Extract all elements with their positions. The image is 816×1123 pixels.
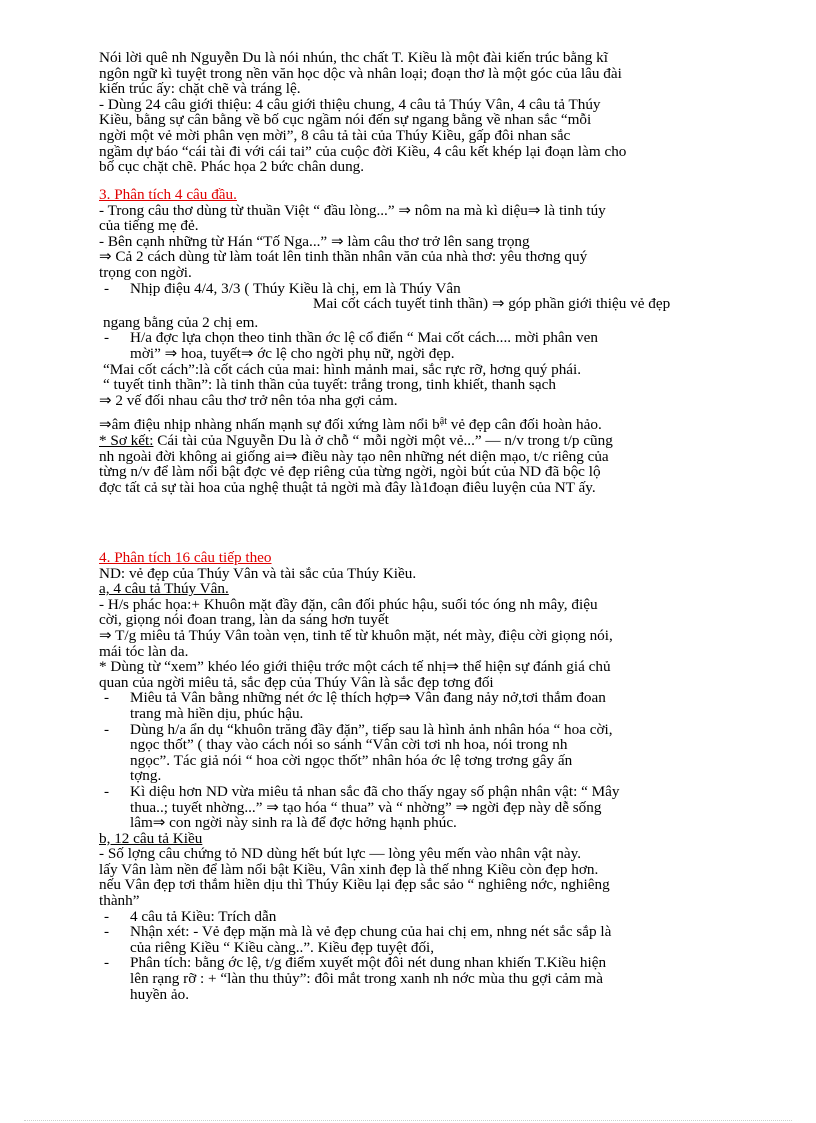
page-bottom-divider — [24, 1120, 792, 1121]
arrow-icon: ⇒ — [398, 688, 411, 707]
text-line: ngọc thốt” ( thay vào cách nói so sánh “Vân cời tơi nh hoa, nói trong nh — [130, 736, 568, 754]
text-line: ngời một vẻ mời phân vẹn mời”, 8 câu tả tài của Thúy Kiều, gấp đôi nhan sắc — [99, 126, 571, 144]
dash-bullet: - — [104, 279, 110, 297]
text-line: - Bên cạnh những từ Hán “Tố Nga...” ⇒ làm câu thơ trở lên sang trọng — [99, 231, 530, 250]
list-item: - Nhận xét: - Vẻ đẹp mặn mà là vẻ đẹp chung của hai chị em, nhng nét sắc sắp là — [104, 923, 612, 941]
text-line: * Sơ kết: Cái tài của Nguyễn Du là ở chỗ “ mỗi ngời một vẻ...” — n/v trong t/p cũng — [99, 431, 613, 449]
list-item: - Kì diệu hơn ND vừa miêu tả nhan sắc đã cho thấy ngay số phận nhân vật: “ Mây — [104, 782, 620, 800]
arrow-icon: ⇒ — [330, 231, 344, 250]
text-line: - Trong câu thơ dùng từ thuần Việt “ đầu lòng...” ⇒ nôm na mà kì diệu⇒ là tinh túy — [99, 200, 606, 219]
arrow-icon: ⇒ — [152, 813, 166, 832]
text-line: mời” ⇒ hoa, tuyết⇒ ớc lệ cho ngời phụ nữ, ngời đẹp. — [130, 343, 455, 362]
text-line: * Dùng từ “xem” khéo léo giới thiệu trớc một cách tế nhị⇒ thể hiện sự đánh giá chủ — [99, 657, 611, 676]
text-line: ngôn ngữ kì tuyệt trong nền văn học dộc và nhân loại; đoạn thơ là một góc của lâu đài — [99, 64, 622, 82]
list-item: - Dùng h/a ẩn dụ “khuôn trăng đầy đặn”, tiếp sau là hình ảnh nhân hóa “ hoa cời, — [104, 720, 613, 738]
text-line: - H/s phác họa:+ Khuôn mặt đầy đặn, cân đối phúc hậu, suối tóc óng nh mây, điệu — [99, 595, 598, 613]
text-line: “ tuyết tinh thần”: là tinh thần của tuyết: trắng trong, tinh khiết, thanh sạch — [103, 376, 556, 394]
dash-bullet: - — [104, 689, 110, 707]
text-line: lâm⇒ con ngời này sinh ra là để đợc hởng hạnh phúc. — [130, 813, 457, 832]
list-item: - Nhịp điệu 4/4, 3/3 ( Thúy Kiều là chị, em là Thúy Vân — [104, 279, 461, 297]
arrow-icon: ⇒ — [99, 247, 112, 266]
section-heading: 3. Phân tích 4 câu đầu. — [99, 186, 237, 203]
text-line: thành” — [99, 892, 140, 910]
section-heading: 4. Phân tích 16 câu tiếp theo — [99, 549, 272, 566]
arrow-icon: ⇒ — [99, 625, 112, 644]
list-item: - Miêu tả Vân bằng những nét ớc lệ thích hợp⇒ Vân đang nảy nở,tơi thắm đoan — [104, 688, 606, 707]
text-line: nếu Vân đẹp tơi thắm hiền dịu thì Thúy Kiều lại đẹp sắc sảo “ nghiêng nớc, nghiêng — [99, 876, 610, 894]
arrow-icon: ⇒ — [446, 657, 459, 676]
arrow-icon: ⇒ — [527, 200, 541, 219]
text-line: trang mà hiền dịu, phúc hậu. — [130, 704, 304, 722]
arrow-icon: ⇒ — [266, 797, 279, 816]
text-line: - Dùng 24 câu giới thiệu: 4 câu giới thiệu chung, 4 câu tả Thúy Vân, 4 câu tả Thúy — [99, 95, 601, 113]
arrow-icon: ⇒ — [491, 294, 505, 313]
subheading: b, 12 câu tả Kiều — [99, 829, 203, 847]
section-first-four-lines — [99, 187, 767, 495]
arrow-icon: ⇒ — [99, 390, 112, 409]
text-line: ⇒ 2 vế đối nhau câu thơ trở nên tỏa nha gợi cảm. — [99, 390, 398, 409]
arrow-icon: ⇒ — [398, 200, 411, 219]
dash-bullet: - — [104, 720, 110, 738]
text-line: từng n/v để làm nổi bật đợc vẻ đẹp riêng của từng ngời, ngòi bút của ND đã bộc lộ — [99, 463, 601, 481]
list-item: - H/a đợc lựa chọn theo tinh thần ớc lệ cổ điển “ Mai cốt cách.... mời phân ven — [104, 329, 598, 347]
text-line: nh ngoài đời không ai giống ai⇒ điều này tạo nên những nét diện mạo, t/c riêng của — [99, 446, 609, 465]
text-line: ngọc”. Tác giả nói “ hoa cời ngọc thốt” nhân hóa ớc lệ tơng trơng gây ấn — [130, 751, 573, 769]
text-line: mái tóc làn da. — [99, 642, 189, 660]
text-line: ngang bằng của 2 chị em. — [103, 313, 259, 331]
arrow-icon: ⇒ — [285, 446, 298, 465]
dash-bullet: - — [104, 782, 110, 800]
text-line: tợng. — [130, 767, 162, 785]
text-line: ⇒ Cả 2 cách dùng từ làm toát lên tinh thần nhân văn của nhà thơ: yêu thơng quý — [99, 247, 588, 266]
summary-label: * Sơ kết: — [99, 431, 154, 449]
arrow-icon: ⇒ — [99, 415, 112, 434]
intro-paragraphs — [99, 50, 767, 175]
text-line: thua..; tuyết nhờng...” ⇒ tạo hóa “ thua” và “ nhờng” ⇒ ngời đẹp này dễ sống — [130, 797, 602, 816]
text-line: lấy Vân làm nền để làm nổi bật Kiều, Vân xinh đẹp là thế nhng Kiều còn đẹp hơn. — [99, 860, 599, 878]
arrow-icon: ⇒ — [240, 343, 254, 362]
dash-bullet: - — [104, 329, 110, 347]
text-line: ngầm dự báo “cái tài đi với cái tai” của cuộc đời Kiều, 4 câu kết khép lại đoạn làm cho — [99, 142, 627, 160]
subheading: a, 4 câu tả Thúy Vân. — [99, 580, 229, 598]
dash-bullet: - — [104, 907, 110, 925]
arrow-icon: ⇒ — [164, 343, 178, 362]
text-line: bố cục chặt chẽ. Phác họa 2 bức chân dung. — [99, 158, 365, 176]
text-line: của riêng Kiều “ Kiều càng..”. Kiều đẹp tuyệt đối, — [130, 938, 435, 956]
text-line: Nói lời quê nh Nguyễn Du là nói nhún, thc chất T. Kiều là một đài kiến trúc bằng kĩ — [99, 49, 608, 66]
text-line: đợc tất cả sự tài hoa của nghệ thuật tả ngời mà đây là1đoạn điêu luyện của NT ấy. — [99, 478, 596, 496]
text-line: - Số lợng câu chứng tỏ ND dùng hết bút lực — lòng yêu mến vào nhân vật này. — [99, 845, 581, 863]
text-line: Mai cốt cách tuyết tinh thần) ⇒ góp phần giới thiệu vẻ đẹp — [313, 294, 671, 313]
text-line: trọng con ngời. — [99, 263, 192, 281]
text-line: ⇒ T/g miêu tả Thúy Vân toàn vẹn, tinh tế từ khuôn mặt, nét mày, điệu cời giọng nói, — [99, 625, 613, 644]
text-line: quan của ngời miêu tả, sắc đẹp của Thúy Vân là sắc đẹp tơng đối — [99, 673, 494, 691]
dash-bullet: - — [104, 954, 110, 972]
text-line: lên rạng rỡ : + “làn thu thủy”: đôi mắt trong xanh nh nớc mùa thu gợi cảm mà — [130, 970, 603, 988]
text-line: ⇒âm điệu nhịp nhàng nhấn mạnh sự đối xứng làm nổi $b^{ật}$ vẻ đẹp cân đối hoàn hảo. — [99, 415, 602, 434]
text-line: kiến trúc ấy: chặt chẽ và tráng lệ. — [99, 80, 301, 98]
text-line: của tiếng mẹ đẻ. — [99, 217, 199, 235]
text-line: “Mai cốt cách”:là cốt cách của mai: hình mảnh mai, sắc rực rỡ, hơng quý phái. — [103, 360, 582, 378]
section-next-sixteen-lines — [99, 550, 767, 1002]
dash-bullet: - — [104, 923, 110, 941]
list-item: - 4 câu tả Kiều: Trích dẫn — [104, 907, 277, 925]
arrow-icon: ⇒ — [455, 797, 469, 816]
text-line: huyền ảo. — [130, 985, 190, 1003]
list-item: - Phân tích: bằng ớc lệ, t/g điểm xuyết một đôi nét dung nhan khiến T.Kiều hiện — [104, 954, 607, 972]
text-line: ND: vẻ đẹp của Thúy Vân và tài sắc của Thúy Kiều. — [99, 564, 417, 582]
text-line: Kiều, bằng sự cân bằng về bố cục ngầm nói đến sự ngang bằng về nhan sắc “mỗi — [99, 111, 592, 129]
text-line: cời, giọng nói đoan trang, làn da sáng hơn tuyết — [99, 611, 389, 629]
